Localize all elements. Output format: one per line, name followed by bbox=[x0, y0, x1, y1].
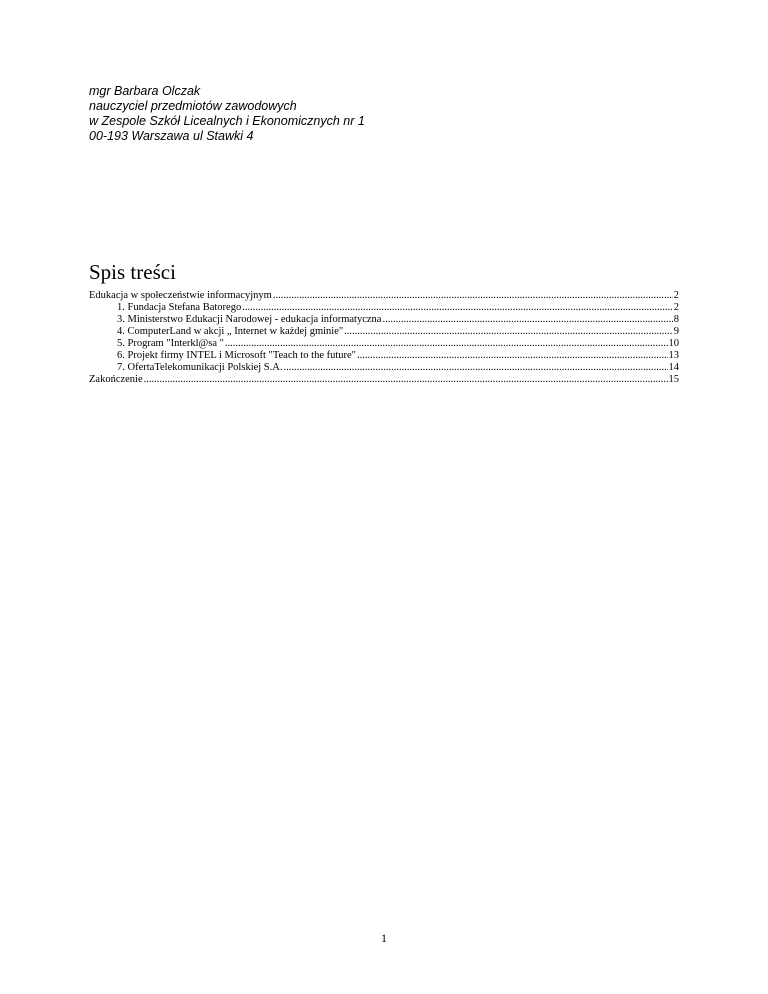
author-school: w Zespole Szkół Licealnych i Ekonomicznych nr 1 bbox=[89, 114, 365, 128]
toc-entry-intel-microsoft[interactable] bbox=[89, 350, 679, 362]
toc-entry-men[interactable] bbox=[89, 314, 679, 326]
toc-entry-label: 1. Fundacja Stefana Batorego bbox=[117, 302, 242, 313]
toc-leader-dots bbox=[273, 290, 673, 302]
toc-entry-label: Edukacja w społeczeństwie informacyjnym bbox=[89, 290, 272, 301]
author-block bbox=[89, 84, 365, 144]
toc-entry-page: 9 bbox=[673, 326, 679, 337]
toc-entry-page: 14 bbox=[668, 362, 679, 373]
toc-title: Spis treści bbox=[89, 260, 176, 284]
toc-entry-edukacja[interactable] bbox=[89, 290, 679, 302]
toc-entry-label: 4. ComputerLand w akcji „ Internet w każdej gminie" bbox=[117, 326, 344, 337]
toc-leader-dots bbox=[225, 338, 668, 350]
toc-entry-interklasa[interactable] bbox=[89, 338, 679, 350]
toc-entry-label: 7. OfertaTelekomunikacji Polskiej S.A. bbox=[117, 362, 283, 373]
toc-entry-tpsa[interactable] bbox=[89, 362, 679, 374]
toc-entry-label: Zakończenie bbox=[89, 374, 143, 385]
toc-entry-page: 13 bbox=[668, 350, 679, 361]
toc-leader-dots bbox=[144, 374, 668, 386]
toc-entry-label: 5. Program "Interkl@sa " bbox=[117, 338, 224, 349]
toc-entry-label: 3. Ministerstwo Edukacji Narodowej - edukacja informatyczna bbox=[117, 314, 382, 325]
author-address: 00-193 Warszawa ul Stawki 4 bbox=[89, 129, 254, 143]
toc-entry-page: 2 bbox=[673, 290, 679, 301]
toc-entry-fundacja-batorego[interactable] bbox=[89, 302, 679, 314]
toc-leader-dots bbox=[283, 362, 667, 374]
toc-leader-dots bbox=[382, 314, 672, 326]
toc-entry-zakonczenie[interactable] bbox=[89, 374, 679, 386]
toc-leader-dots bbox=[344, 326, 673, 338]
author-position: nauczyciel przedmiotów zawodowych bbox=[89, 99, 297, 113]
toc-entry-page: 15 bbox=[668, 374, 679, 385]
page-number: 1 bbox=[381, 931, 387, 945]
table-of-contents bbox=[89, 290, 679, 386]
toc-leader-dots bbox=[357, 350, 668, 362]
toc-entry-page: 8 bbox=[673, 314, 679, 325]
toc-entry-page: 10 bbox=[668, 338, 679, 349]
toc-leader-dots bbox=[242, 302, 673, 314]
author-name: mgr Barbara Olczak bbox=[89, 84, 201, 98]
toc-entry-label: 6. Projekt firmy INTEL i Microsoft "Teach to the future" bbox=[117, 350, 356, 361]
toc-entry-computerland[interactable] bbox=[89, 326, 679, 338]
toc-entry-page: 2 bbox=[673, 302, 679, 313]
